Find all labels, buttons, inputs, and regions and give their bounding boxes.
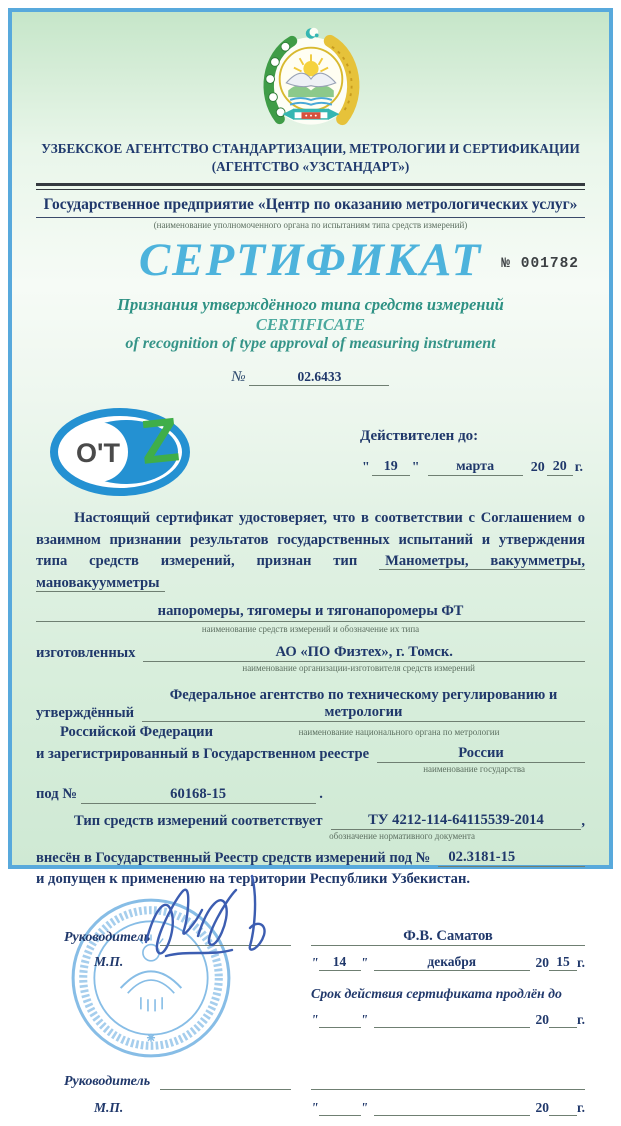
d3-century: 20 — [535, 1100, 550, 1116]
d3-quote-open: " — [311, 1100, 319, 1116]
subtitle-en-2: of recognition of type approval of measuring instrument — [125, 334, 496, 352]
head2-name-blank — [311, 1071, 585, 1090]
cert-no-sign: № — [231, 368, 246, 385]
approved-value-2: Российской Федерации — [60, 724, 213, 741]
under-value: 60168-15 — [81, 786, 316, 804]
agency-name — [36, 140, 585, 176]
enterprise-name: Государственное предприятие «Центр по оказанию метрологических услуг» — [36, 196, 585, 218]
main-paragraph — [36, 508, 585, 596]
date1-line — [311, 954, 585, 971]
d3-day-blank — [319, 1115, 361, 1116]
spacer-d — [36, 1002, 291, 1038]
approved-note: наименование национального органа по метрологии — [298, 727, 500, 738]
logo-z-text: Z — [137, 404, 183, 478]
head2-left — [36, 1060, 291, 1090]
under-label: под № — [36, 786, 77, 803]
approved-row-2 — [36, 724, 585, 741]
d2-day-blank — [319, 1027, 361, 1028]
conform-note: обозначение нормативного документа — [329, 831, 475, 842]
d2-year-blank — [549, 1027, 577, 1028]
conform-tail: , — [581, 813, 585, 830]
handwritten-signature — [136, 862, 301, 974]
registered-label: и зарегистрированный в Государственном реестре — [36, 746, 370, 763]
valid-year: 20 — [547, 459, 573, 476]
validity-block — [210, 390, 585, 476]
conform-value: ТУ 4212-114-64115539-2014 — [331, 812, 582, 830]
signature-grid — [36, 914, 585, 1126]
approved-row — [36, 687, 585, 722]
head1-name: Ф.В. Саматов — [311, 928, 585, 946]
mp2: М.П. — [94, 1100, 124, 1116]
under-number-row — [36, 786, 585, 804]
d1-quote-close: " — [360, 955, 368, 971]
conform-row — [36, 812, 585, 830]
made-label: изготовленных — [36, 645, 136, 662]
enterprise-note: (наименование уполномоченного органа по испытаниям типа средств измерений) — [153, 219, 468, 230]
logo-validity-row — [36, 390, 585, 498]
d3-quote-close: " — [360, 1100, 368, 1116]
d1-quote-open: " — [311, 955, 319, 971]
prolong-label: Срок действия сертификата продлён до — [311, 986, 562, 1002]
valid-day: 19 — [372, 459, 410, 476]
date2-block — [311, 1012, 585, 1038]
head2-right — [311, 1060, 585, 1090]
registered-row — [36, 745, 585, 763]
registry-row — [36, 849, 585, 867]
valid-g: г. — [574, 459, 583, 475]
head2-label: Руководитель — [64, 1074, 151, 1090]
d2-century: 20 — [535, 1012, 550, 1028]
manufacturer-row — [36, 644, 585, 662]
cert-no-value: 02.6433 — [249, 369, 389, 386]
valid-month: марта — [428, 459, 523, 476]
certificate-number-row — [36, 369, 585, 386]
allowed-line: и допущен к применению на территории Республики Узбекистан. — [36, 871, 471, 888]
uzbekistan-coat-of-arms — [254, 24, 368, 136]
head1-label: Руководитель — [64, 930, 151, 946]
serial-no-sign: № — [501, 255, 512, 272]
d1-century: 20 — [535, 955, 550, 971]
date1-block — [311, 954, 585, 984]
registry-label: внесён в Государственный Реестр средств измерений под № — [36, 850, 431, 867]
d2-g: г. — [577, 1012, 585, 1028]
conform-label: Тип средств измерений соответствует — [74, 813, 323, 830]
d3-month-blank — [374, 1115, 530, 1116]
signature-section — [36, 914, 585, 1126]
date3-block — [311, 1100, 585, 1126]
d1-month: декабря — [374, 954, 530, 971]
head2-sign-line — [160, 1071, 291, 1090]
head1-right — [311, 914, 585, 946]
type-value-2: напоромеры, тягомеры и тягонапоромеры ФТ — [36, 603, 585, 622]
double-rule — [36, 183, 585, 190]
type-value-1: Манометры, вакуумметры, мановакуумметры — [36, 553, 586, 592]
agency-line1: УЗБЕКСКОЕ АГЕНТСТВО СТАНДАРТИЗАЦИИ, МЕТРОЛОГИИ И СЕРТИФИКАЦИИ — [41, 141, 580, 156]
d1-day: 14 — [319, 954, 361, 971]
title-block — [36, 233, 585, 294]
paragraph-text: Настоящий сертификат удостоверяет, что в соответствии с Соглашением о взаимном признании результатов государственных испытаний и утверждения типа средств измерений, признан тип — [36, 509, 585, 570]
date2-line — [311, 1012, 585, 1028]
subtitle-ru: Признания утверждённого типа средств измерений — [117, 294, 504, 314]
serial-value: 001782 — [520, 255, 579, 272]
spacer-c — [36, 984, 291, 1002]
certificate-title: СЕРТИФИКАТ — [138, 233, 483, 286]
d2-month-blank — [374, 1027, 530, 1028]
mp1: М.П. — [94, 954, 124, 970]
registered-value: России — [377, 745, 585, 763]
valid-century: 20 — [530, 459, 545, 475]
approved-label: утверждённый — [36, 705, 135, 722]
made-value: АО «ПО Физтех», г. Томск. — [143, 644, 585, 662]
d2-quote-open: " — [311, 1012, 319, 1028]
d1-year: 15 — [549, 954, 577, 971]
made-note: наименование организации-изготовителя средств измерений — [242, 663, 475, 674]
quote-close: " — [411, 459, 420, 475]
quote-open: " — [362, 459, 370, 475]
under-tail: . — [319, 786, 323, 803]
valid-until-label: Действителен до: — [360, 427, 479, 444]
otz-logo — [40, 390, 210, 498]
approved-value: Федеральное агентство по техническому регулированию и метрологии — [142, 687, 585, 722]
d3-g: г. — [577, 1100, 585, 1116]
type-note: наименование средств измерений и обозначение их типа — [201, 624, 420, 635]
d1-g: г. — [577, 955, 585, 971]
logo-ot-text: O'T — [76, 437, 120, 468]
d3-year-blank — [549, 1115, 577, 1116]
certificate-body — [8, 8, 613, 1116]
date3-line — [311, 1100, 585, 1116]
certificate-serial — [501, 256, 579, 272]
valid-until-date — [360, 459, 585, 476]
agency-line2: (АГЕНТСТВО «УЗСТАНДАРТ») — [211, 158, 410, 174]
subtitle-en-1: CERTIFICATE — [255, 314, 366, 334]
registered-note: наименование государства — [423, 764, 525, 775]
d2-quote-close: " — [360, 1012, 368, 1028]
registry-value: 02.3181-15 — [438, 849, 585, 867]
